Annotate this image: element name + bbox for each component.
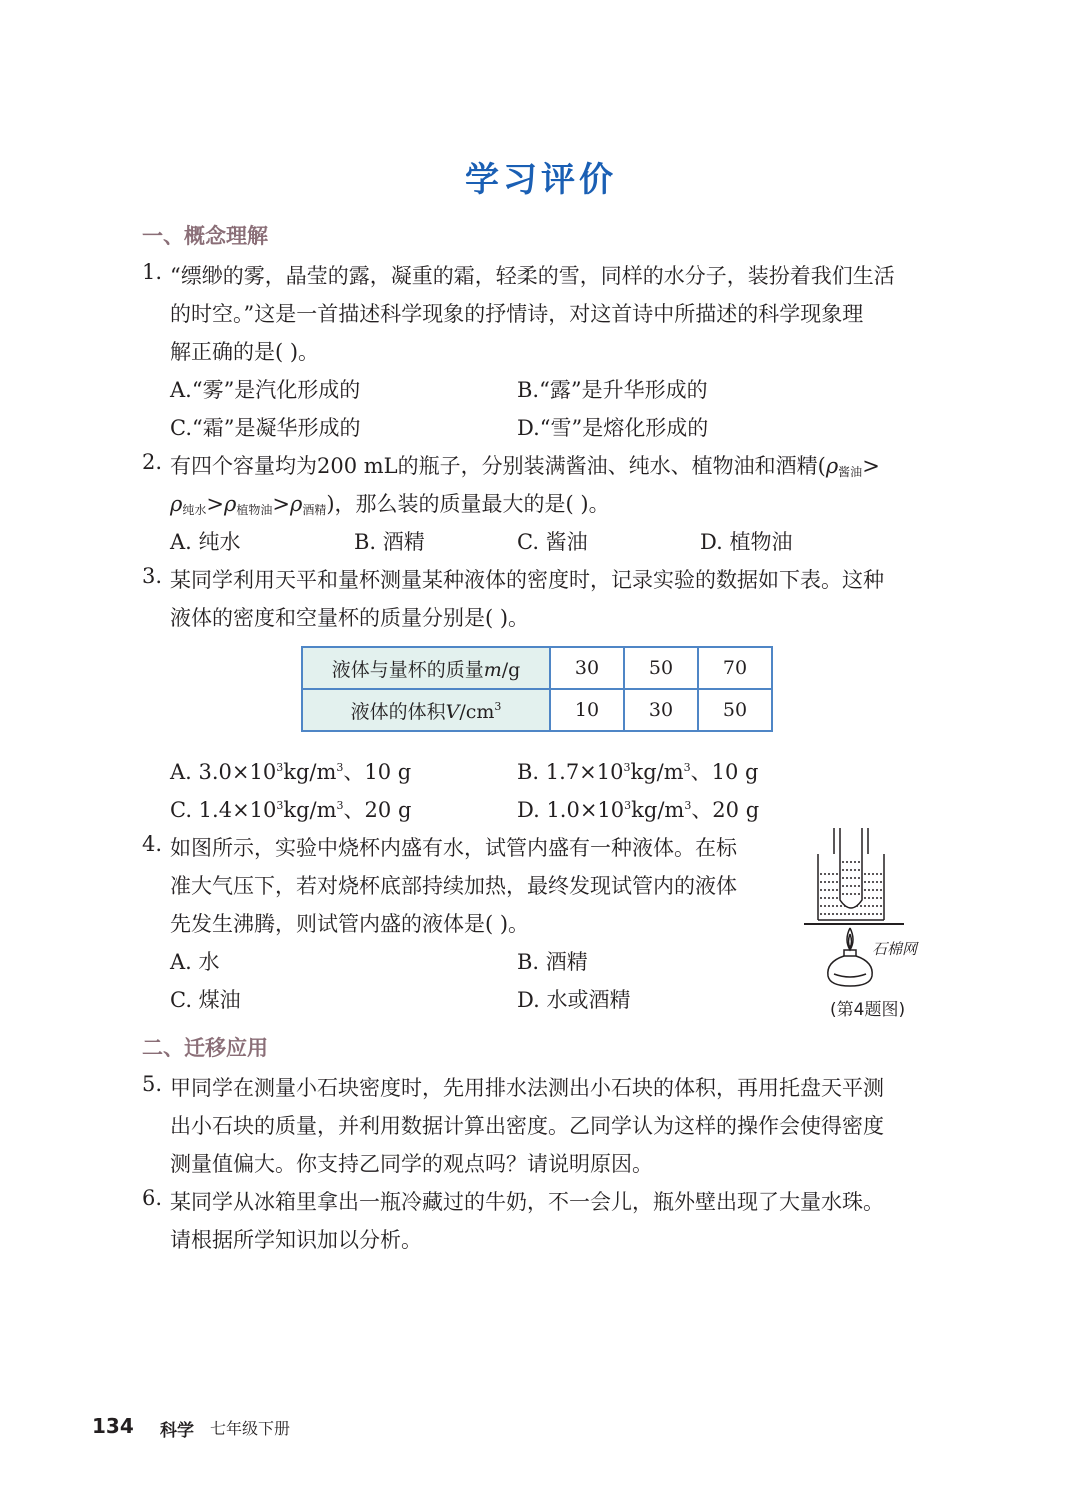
label-unit: /cm (459, 700, 495, 723)
question-5-line-3: 测量值偏大。你支持乙同学的观点吗？请说明原因。 (170, 1152, 653, 1176)
figure-caption: (第4题图) (830, 1000, 906, 1020)
question-2-number: 2. (142, 450, 163, 474)
question-3-option-b (517, 756, 759, 786)
section-heading-application: 二、迁移应用 (142, 1036, 268, 1060)
footer-subject: 科学 (160, 1421, 194, 1441)
question-3-number: 3. (142, 564, 163, 588)
question-3-line-2: 液体的密度和空量杯的质量分别是( )。 (170, 606, 530, 630)
question-3-option-d (517, 794, 759, 824)
question-1-option-d: D.“雪”是熔化形成的 (517, 416, 709, 440)
question-4-option-d: D. 水或酒精 (517, 988, 631, 1012)
table-row-header-volume (302, 689, 550, 731)
question-1-option-c: C.“霜”是凝华形成的 (170, 416, 361, 440)
question-3-option-c (170, 794, 411, 824)
question-2-line-2 (170, 488, 610, 518)
option-text: C. 1.4×10 (170, 798, 277, 822)
subscript-water: 纯水 (182, 503, 207, 517)
option-unit: kg/m (630, 760, 684, 784)
question-2-line-1 (170, 450, 880, 480)
table-cell: 50 (698, 689, 772, 731)
exponent: 3 (683, 761, 691, 774)
question-1-line-3: 解正确的是( )。 (170, 340, 320, 364)
option-unit: kg/m (283, 798, 337, 822)
beaker-heating-figure (800, 824, 940, 994)
question-1-option-a: A.“雾”是汽化形成的 (170, 378, 361, 402)
table-cell: 70 (698, 647, 772, 689)
question-3-line-1: 某同学利用天平和量杯测量某种液体的密度时，记录实验的数据如下表。这种 (170, 568, 884, 592)
table-row (302, 689, 772, 731)
subscript-alcohol: 酒精 (302, 503, 327, 517)
question-2-option-a: A. 纯水 (170, 530, 241, 554)
greater-than-sign: > (862, 454, 880, 478)
exponent: 3 (336, 799, 344, 812)
option-text: A. 3.0×10 (170, 760, 277, 784)
rho-symbol: ρ (223, 492, 237, 516)
question-2-text-end: )，那么装的质量最大的是( )。 (326, 492, 610, 516)
greater-than-sign: > (272, 492, 290, 516)
page-title: 学习评价 (465, 160, 617, 200)
label-text: 液体的体积 (350, 700, 446, 723)
table-row (302, 647, 772, 689)
question-4-line-1: 如图所示，实验中烧杯内盛有水，试管内盛有一种液体。在标 (170, 836, 737, 860)
label-variable: m (483, 658, 502, 681)
question-4-option-a: A. 水 (170, 950, 220, 974)
section-heading-concepts: 一、概念理解 (142, 224, 268, 248)
question-5-line-2: 出小石块的质量，并利用数据计算出密度。乙同学认为这样的操作会使得密度 (170, 1114, 884, 1138)
question-4-option-c: C. 煤油 (170, 988, 241, 1012)
question-1-line-1: “缥缈的雾，晶莹的露，凝重的霜，轻柔的雪，同样的水分子，装扮着我们生活 (170, 264, 895, 288)
question-4-line-3: 先发生沸腾，则试管内盛的液体是( )。 (170, 912, 530, 936)
exponent: 3 (624, 799, 632, 812)
question-2-option-c: C. 酱油 (517, 530, 588, 554)
subscript-vegetable-oil: 植物油 (236, 503, 273, 517)
question-4-number: 4. (142, 832, 163, 856)
exponent: 3 (276, 799, 284, 812)
exponent: 3 (684, 799, 692, 812)
question-1-line-2: 的时空。”这是一首描述科学现象的抒情诗，对这首诗中所描述的科学现象理 (170, 302, 864, 326)
rho-symbol: ρ (170, 492, 183, 516)
rho-symbol: ρ (289, 492, 303, 516)
table-cell: 30 (550, 647, 624, 689)
label-superscript: 3 (494, 699, 502, 713)
exponent: 3 (623, 761, 631, 774)
question-6-line-1: 某同学从冰箱里拿出一瓶冷藏过的牛奶，不一会儿，瓶外壁出现了大量水珠。 (170, 1190, 884, 1214)
question-3-option-a (170, 756, 411, 786)
question-5-number: 5. (142, 1072, 163, 1096)
question-6-number: 6. (142, 1186, 163, 1210)
rho-symbol: ρ (825, 454, 839, 478)
question-5-line-1: 甲同学在测量小石块密度时，先用排水法测出小石块的体积，再用托盘天平测 (170, 1076, 884, 1100)
option-text-end: 、10 g (343, 760, 412, 784)
exponent: 3 (336, 761, 344, 774)
greater-than-sign: > (206, 492, 224, 516)
label-variable: V (445, 700, 460, 723)
question-1-option-b: B.“露”是升华形成的 (517, 378, 708, 402)
question-2-option-d: D. 植物油 (700, 530, 793, 554)
figure-label-asbestos-gauze: 石棉网 (872, 940, 918, 958)
option-unit: kg/m (283, 760, 337, 784)
question-2-text: 有四个容量均为200 mL的瓶子，分别装满酱油、纯水、植物油和酒精( (170, 454, 826, 478)
question-4-option-b: B. 酒精 (517, 950, 588, 974)
question-6-line-2: 请根据所学知识加以分析。 (170, 1228, 422, 1252)
footer-grade: 七年级下册 (210, 1419, 291, 1438)
label-unit: /g (501, 658, 521, 681)
table-cell: 50 (624, 647, 698, 689)
question-1-number: 1. (142, 260, 163, 284)
option-text: B. 1.7×10 (517, 760, 624, 784)
data-table (301, 646, 773, 732)
exponent: 3 (276, 761, 284, 774)
option-text-end: 、20 g (691, 798, 760, 822)
option-unit: kg/m (631, 798, 685, 822)
question-4-line-2: 准大气压下，若对烧杯底部持续加热，最终发现试管内的液体 (170, 874, 737, 898)
page-number: 134 (92, 1414, 134, 1438)
question-2-option-b: B. 酒精 (354, 530, 425, 554)
label-text: 液体与量杯的质量 (331, 658, 484, 681)
table-cell: 10 (550, 689, 624, 731)
table-row-header-mass (302, 647, 550, 689)
option-text: D. 1.0×10 (517, 798, 625, 822)
option-text-end: 、10 g (690, 760, 759, 784)
table-cell: 30 (624, 689, 698, 731)
option-text-end: 、20 g (343, 798, 412, 822)
subscript-soy-sauce: 酱油 (838, 465, 863, 479)
